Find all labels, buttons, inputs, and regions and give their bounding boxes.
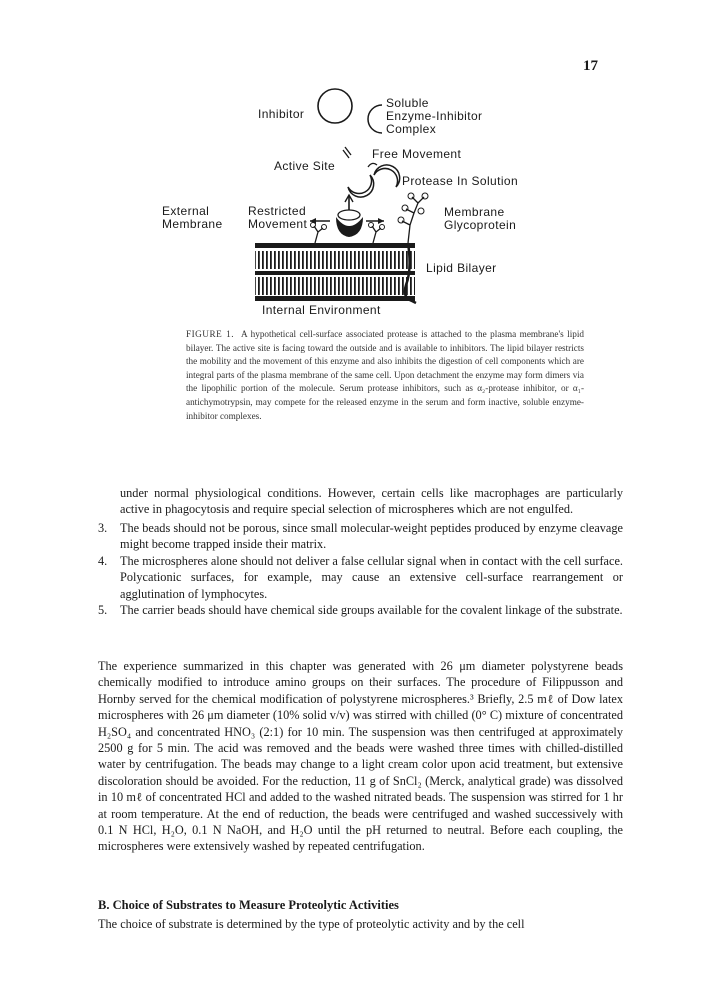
label-enzyme-inhibitor: Enzyme-Inhibitor <box>386 109 483 123</box>
list-number: 5. <box>98 603 108 618</box>
label-external-membrane: Membrane <box>162 217 223 231</box>
membrane-figure <box>150 85 550 320</box>
label-protease: Protease In Solution <box>402 174 519 188</box>
membrane-diagram <box>150 85 550 320</box>
inhibitor-shape <box>318 89 352 123</box>
list-text: The carrier beads should have chemical side groups available for the covalent linkage of the substrate. <box>120 603 623 618</box>
caption-id: FIGURE 1. <box>186 329 235 339</box>
free-enzyme-right-shape <box>374 165 400 187</box>
page-number: 17 <box>583 58 598 74</box>
label-complex: Complex <box>386 122 437 136</box>
continued-paragraph: under normal physiological conditions. However, certain cells like macrophages are particularly active in phagocytosis and require special selection of microspheres which are not engulfed. <box>120 486 623 517</box>
substrate-paragraph: The choice of substrate is determined by the type of proteolytic activity and by the cell <box>98 917 525 931</box>
label-active-site: Active Site <box>274 159 336 173</box>
list-text: The microspheres alone should not deliver a false cellular signal when in contact with the cell surface. Polycationic surfaces, for example, may cause an extensive cell-surface rearrangement or agglutination of lymphocytes. <box>120 553 623 601</box>
experience-paragraph: The experience summarized in this chapter was generated with 26 μm diameter polystyrene beads chemically modified to introduce amino groups on their surfaces. The procedure of Filippusson and Hornby served for the chemical modification of polystyrene microspheres.³ Briefly, 2.5 mℓ of Dow latex microspheres with 26 μm diameter (10% solid v/v) was stirred with chilled (0° C) mixture of concentrated H₂SO₄ and concentrated HNO₃ (2:1) for 10 min. The suspension was then centrifuged at approximately 2500 g for 5 min. The acid was removed and the beads were washed three times with chilled-distilled water by centrifugation. The beads may change to a light cream color upon acid treatment, but extensive discoloration should be avoided. For the reduction, 11 g of SnCl₂ (Merck, analytical grade) was dissolved in 10 mℓ of concentrated HCl and added to the washed nitrated beads. The suspension was stirred for 1 hr at room temperature. At the end of reduction, the beads were centrifuged and washed successively with 0.1 N HCl, H₂O, 0.1 N NaOH, and H₂O until the pH returned to neutral. Before each coupling, the microspheres were extensively washed by repeated centrifugation. <box>98 659 623 854</box>
requirements-list <box>98 520 623 618</box>
label-free-movement: Free Movement <box>372 147 462 161</box>
label-soluble: Soluble <box>386 96 429 110</box>
label-lipid-bilayer: Lipid Bilayer <box>426 261 497 275</box>
figure-caption <box>186 328 584 423</box>
label-movement: Movement <box>248 217 308 231</box>
label-external: External <box>162 204 210 218</box>
label-internal-environment: Internal Environment <box>262 303 381 317</box>
label-glycoprotein: Glycoprotein <box>444 218 517 232</box>
free-enzyme-left-shape <box>348 175 374 197</box>
label-membrane: Membrane <box>444 205 505 219</box>
list-text: The beads should not be porous, since small molecular-weight peptides produced by enzyme cleavage might become trapped inside their matrix. <box>120 521 623 552</box>
list-item <box>98 553 623 602</box>
list-number: 4. <box>98 553 108 568</box>
complex-crescent-shape <box>368 105 382 133</box>
lipid-bilayer-shape <box>255 243 416 303</box>
label-inhibitor: Inhibitor <box>258 107 305 121</box>
section-heading: B. Choice of Substrates to Measure Proteolytic Activities <box>98 898 399 912</box>
list-item <box>98 520 623 553</box>
list-number: 3. <box>98 521 108 535</box>
caption-text: A hypothetical cell-surface associated protease is attached to the plasma membrane's lipid bilayer. The active site is facing toward the outside and is available to inhibitors. The lipid bilayer restricts the mobility and the movement of this enzyme and also inhibits the digestion of cell components which are integral parts of the plasma membrane of the same cell. Upon detachment the enzyme may form dimers via the lipophilic portion of the molecule. Serum protease inhibitors, such as α₂-protease inhibitor, or α₁-antichymotrypsin, may compete for the released enzyme in the serum and form inactive, soluble enzyme-inhibitor complexes. <box>186 329 585 421</box>
list-item <box>98 602 623 618</box>
glycoprotein-shape <box>402 197 424 243</box>
label-restricted: Restricted <box>248 204 307 218</box>
